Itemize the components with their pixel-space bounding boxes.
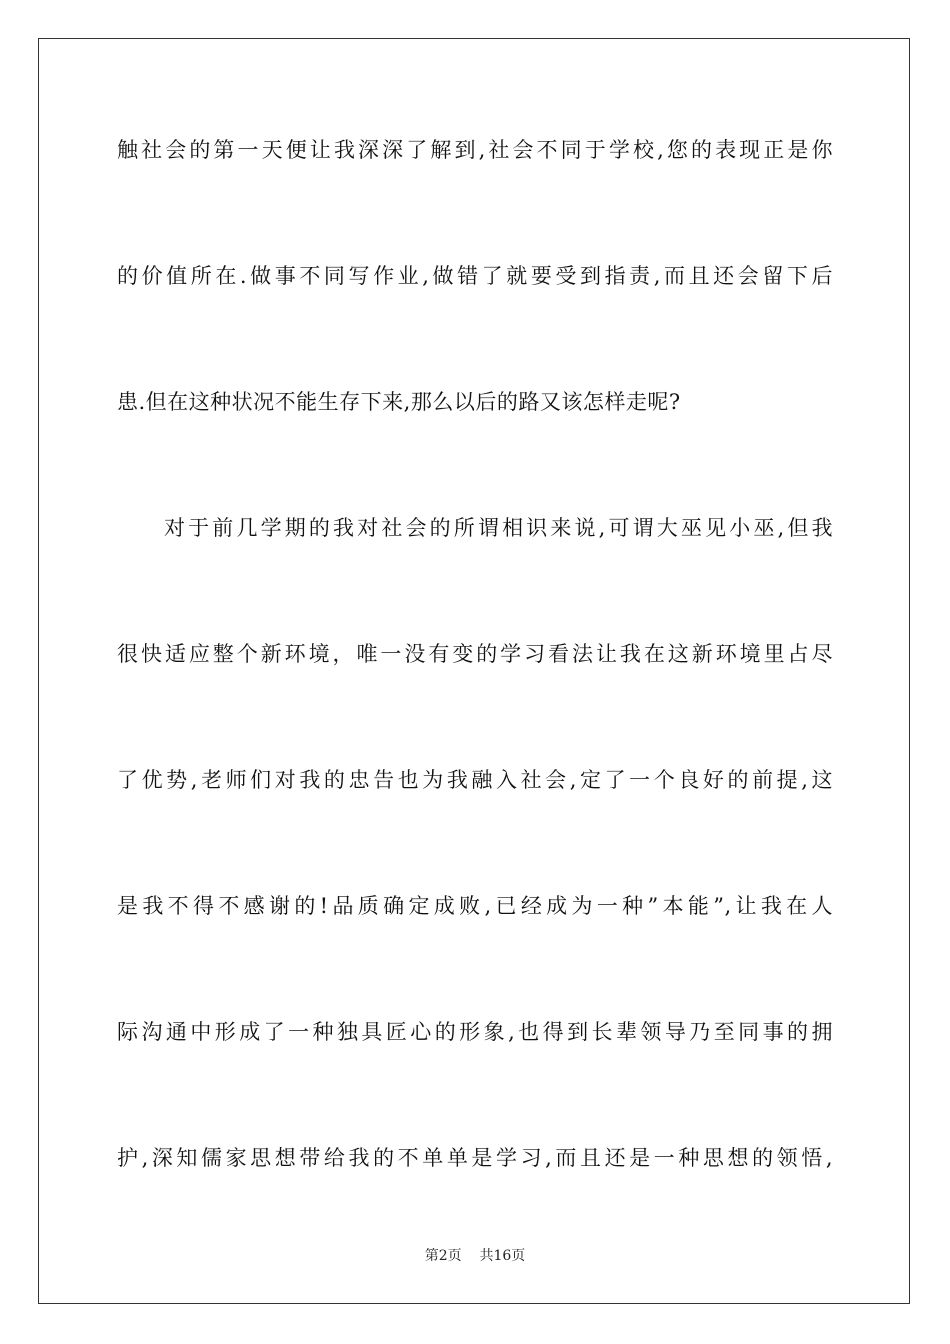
page-border	[38, 38, 910, 1304]
page-total: 共16页	[479, 1248, 526, 1264]
text-line-5: 很快适应整个新环境，唯一没有变的学习看法让我在这新环境里占尽	[117, 642, 833, 666]
text-line-1: 触社会的第一天便让我深深了解到,社会不同于学校,您的表现正是你	[117, 138, 833, 162]
text-line-3: 患.但在这种状况不能生存下来,那么以后的路又该怎样走呢?	[117, 390, 681, 414]
text-line-7: 是我不得不感谢的!品质确定成败,已经成为一种”本能”,让我在人	[117, 894, 833, 918]
text-line-9: 护,深知儒家思想带给我的不单单是学习,而且还是一种思想的领悟,	[117, 1146, 833, 1170]
page-number: 第2页	[424, 1248, 462, 1264]
text-line-6: 了优势,老师们对我的忠告也为我融入社会,定了一个良好的前提,这	[117, 768, 833, 792]
text-line-2: 的价值所在.做事不同写作业,做错了就要受到指责,而且还会留下后	[117, 264, 833, 288]
page-footer	[0, 1247, 950, 1265]
text-line-8: 际沟通中形成了一种独具匠心的形象,也得到长辈领导乃至同事的拥	[117, 1020, 833, 1044]
paragraph-start-line: 对于前几学期的我对社会的所谓相识来说,可谓大巫见小巫,但我	[164, 516, 833, 540]
